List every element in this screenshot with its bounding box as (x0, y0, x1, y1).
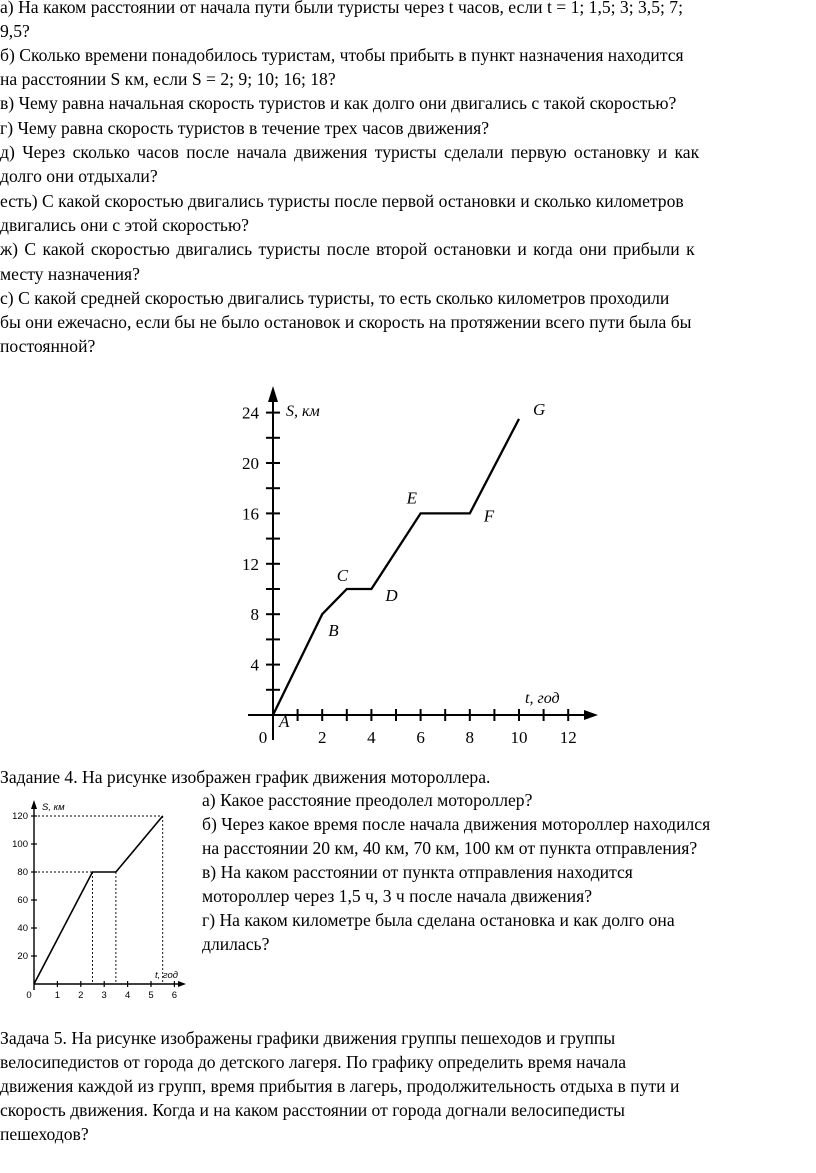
task4-line-a: а) Какое расстояние преодолел мотороллер? (202, 790, 533, 810)
point-label-G: G (533, 399, 546, 419)
question-a-line1: а) На каком расстоянии от начала пути были туристы через t часов, если t = 1; 1,5; 3; 3,5; 7; (0, 0, 683, 17)
x-tick-label: 2 (78, 990, 84, 1001)
point-label-A: A (279, 712, 290, 731)
x-tick-label: 4 (367, 728, 376, 747)
scooter-motion-chart (0, 795, 190, 1005)
x-axis-arrow (178, 981, 186, 987)
question-v: в) Чему равна начальная скорость туристов и как долго они двигались с такой скоростью? (0, 93, 677, 113)
x-tick-label: 1 (54, 990, 61, 1001)
task5-line2: велосипедистов от города до детского лагеря. По графику определить время начала (0, 1052, 627, 1072)
y-axis-arrow (31, 800, 37, 809)
point-label-C: C (336, 566, 349, 585)
x-tick-label: 6 (416, 728, 425, 747)
question-a-line2: 9,5? (0, 21, 30, 41)
y-tick-label: 80 (17, 867, 28, 878)
x-tick-label: 12 (559, 728, 577, 747)
scooter-series-line (34, 816, 163, 984)
x-tick-label: 4 (124, 990, 131, 1001)
x-axis-label: t, год (155, 970, 179, 981)
task5-line5: пешеходов? (0, 1124, 89, 1144)
x-tick-label: 5 (148, 990, 154, 1001)
y-tick-label: 20 (242, 454, 259, 473)
y-axis-arrow (268, 386, 278, 402)
x-tick-label: 3 (101, 990, 107, 1001)
y-tick-label: 60 (17, 895, 28, 906)
x-tick-label: 6 (171, 990, 178, 1001)
task4-line-g1: г) На каком километре была сделана остановка и как долго она (202, 910, 675, 930)
x-tick-label: 8 (465, 728, 475, 747)
y-tick-label: 120 (12, 811, 28, 822)
point-label-E: E (406, 488, 417, 508)
task4-line-v2: мотороллер через 1,5 ч, 3 ч после начала движения? (202, 886, 593, 906)
y-tick-label: 100 (12, 839, 28, 850)
tourist-series-line (273, 419, 519, 715)
question-zh-line1: ж) С какой скоростью двигались туристы после второй остановки и когда они прибыли к (0, 239, 695, 259)
y-tick-label: 20 (17, 951, 28, 962)
question-d-line1: д) Через сколько часов после начала движения туристы сделали первую остановку и как (0, 142, 700, 162)
question-d-line2: долго они отдыхали? (0, 166, 158, 186)
x-tick-label: 10 (510, 728, 528, 747)
question-g: г) Чему равна скорость туристов в течение трех часов движения? (0, 118, 490, 138)
x-tick-label: 2 (317, 728, 327, 747)
task4-line-g2: длилась? (202, 934, 270, 954)
task5-line3: движения каждой из групп, время прибытия в лагерь, продолжительность отдыха в пути и (0, 1076, 680, 1096)
point-label-F: F (483, 506, 495, 526)
question-e-line2: двигались они с этой скоростью? (0, 215, 249, 235)
y-tick-label: 16 (242, 504, 259, 524)
tourist-motion-chart (220, 380, 610, 755)
task5-line1: Задача 5. На рисунке изображены графики движения группы пешеходов и группы (0, 1028, 616, 1048)
x-tick-label: 0 (258, 728, 268, 747)
question-e-line1: есть) С какой скоростью двигались туристы после первой остановки и сколько километров (0, 191, 684, 211)
question-zh-line2: месту назначения? (0, 264, 140, 284)
x-tick-label: 0 (26, 990, 32, 1001)
y-tick-label: 4 (250, 655, 259, 675)
question-b-line2: на расстоянии S км, если S = 2; 9; 10; 16; 18? (0, 69, 336, 89)
point-label-D: D (385, 586, 398, 605)
point-label-B: B (328, 621, 339, 641)
task5-line4: скорость движения. Когда и на каком расстоянии от города догнали велосипедисты (0, 1100, 625, 1120)
task4-line-b1: б) Через какое время после начала движения мотороллер находился (202, 814, 711, 834)
y-tick-label: 8 (250, 605, 259, 625)
x-axis-label: t, год (525, 690, 560, 707)
y-axis-label: S, км (286, 403, 320, 420)
y-tick-label: 24 (242, 403, 259, 423)
question-s-line1: с) С какой средней скоростью двигались туристы, то есть сколько километров проходили (0, 288, 670, 308)
question-s-line2: бы они ежечасно, если бы не было остановок и скорость на протяжении всего пути была бы (0, 312, 692, 332)
task4-line-v1: в) На каком расстоянии от пункта отправления находится (202, 862, 633, 882)
y-axis-label: S, км (42, 802, 65, 813)
x-axis-arrow (584, 710, 598, 720)
y-tick-label: 12 (242, 554, 259, 574)
task4-heading: Задание 4. На рисунке изображен график движения мотороллера. (0, 767, 491, 787)
question-s-line3: постоянной? (0, 336, 96, 356)
y-tick-label: 40 (17, 923, 28, 934)
task4-line-b2: на расстоянии 20 км, 40 км, 70 км, 100 км от пункта отправления? (202, 838, 698, 858)
question-b-line1: б) Сколько времени понадобилось туристам, чтобы прибыть в пункт назначения находится (0, 45, 684, 65)
